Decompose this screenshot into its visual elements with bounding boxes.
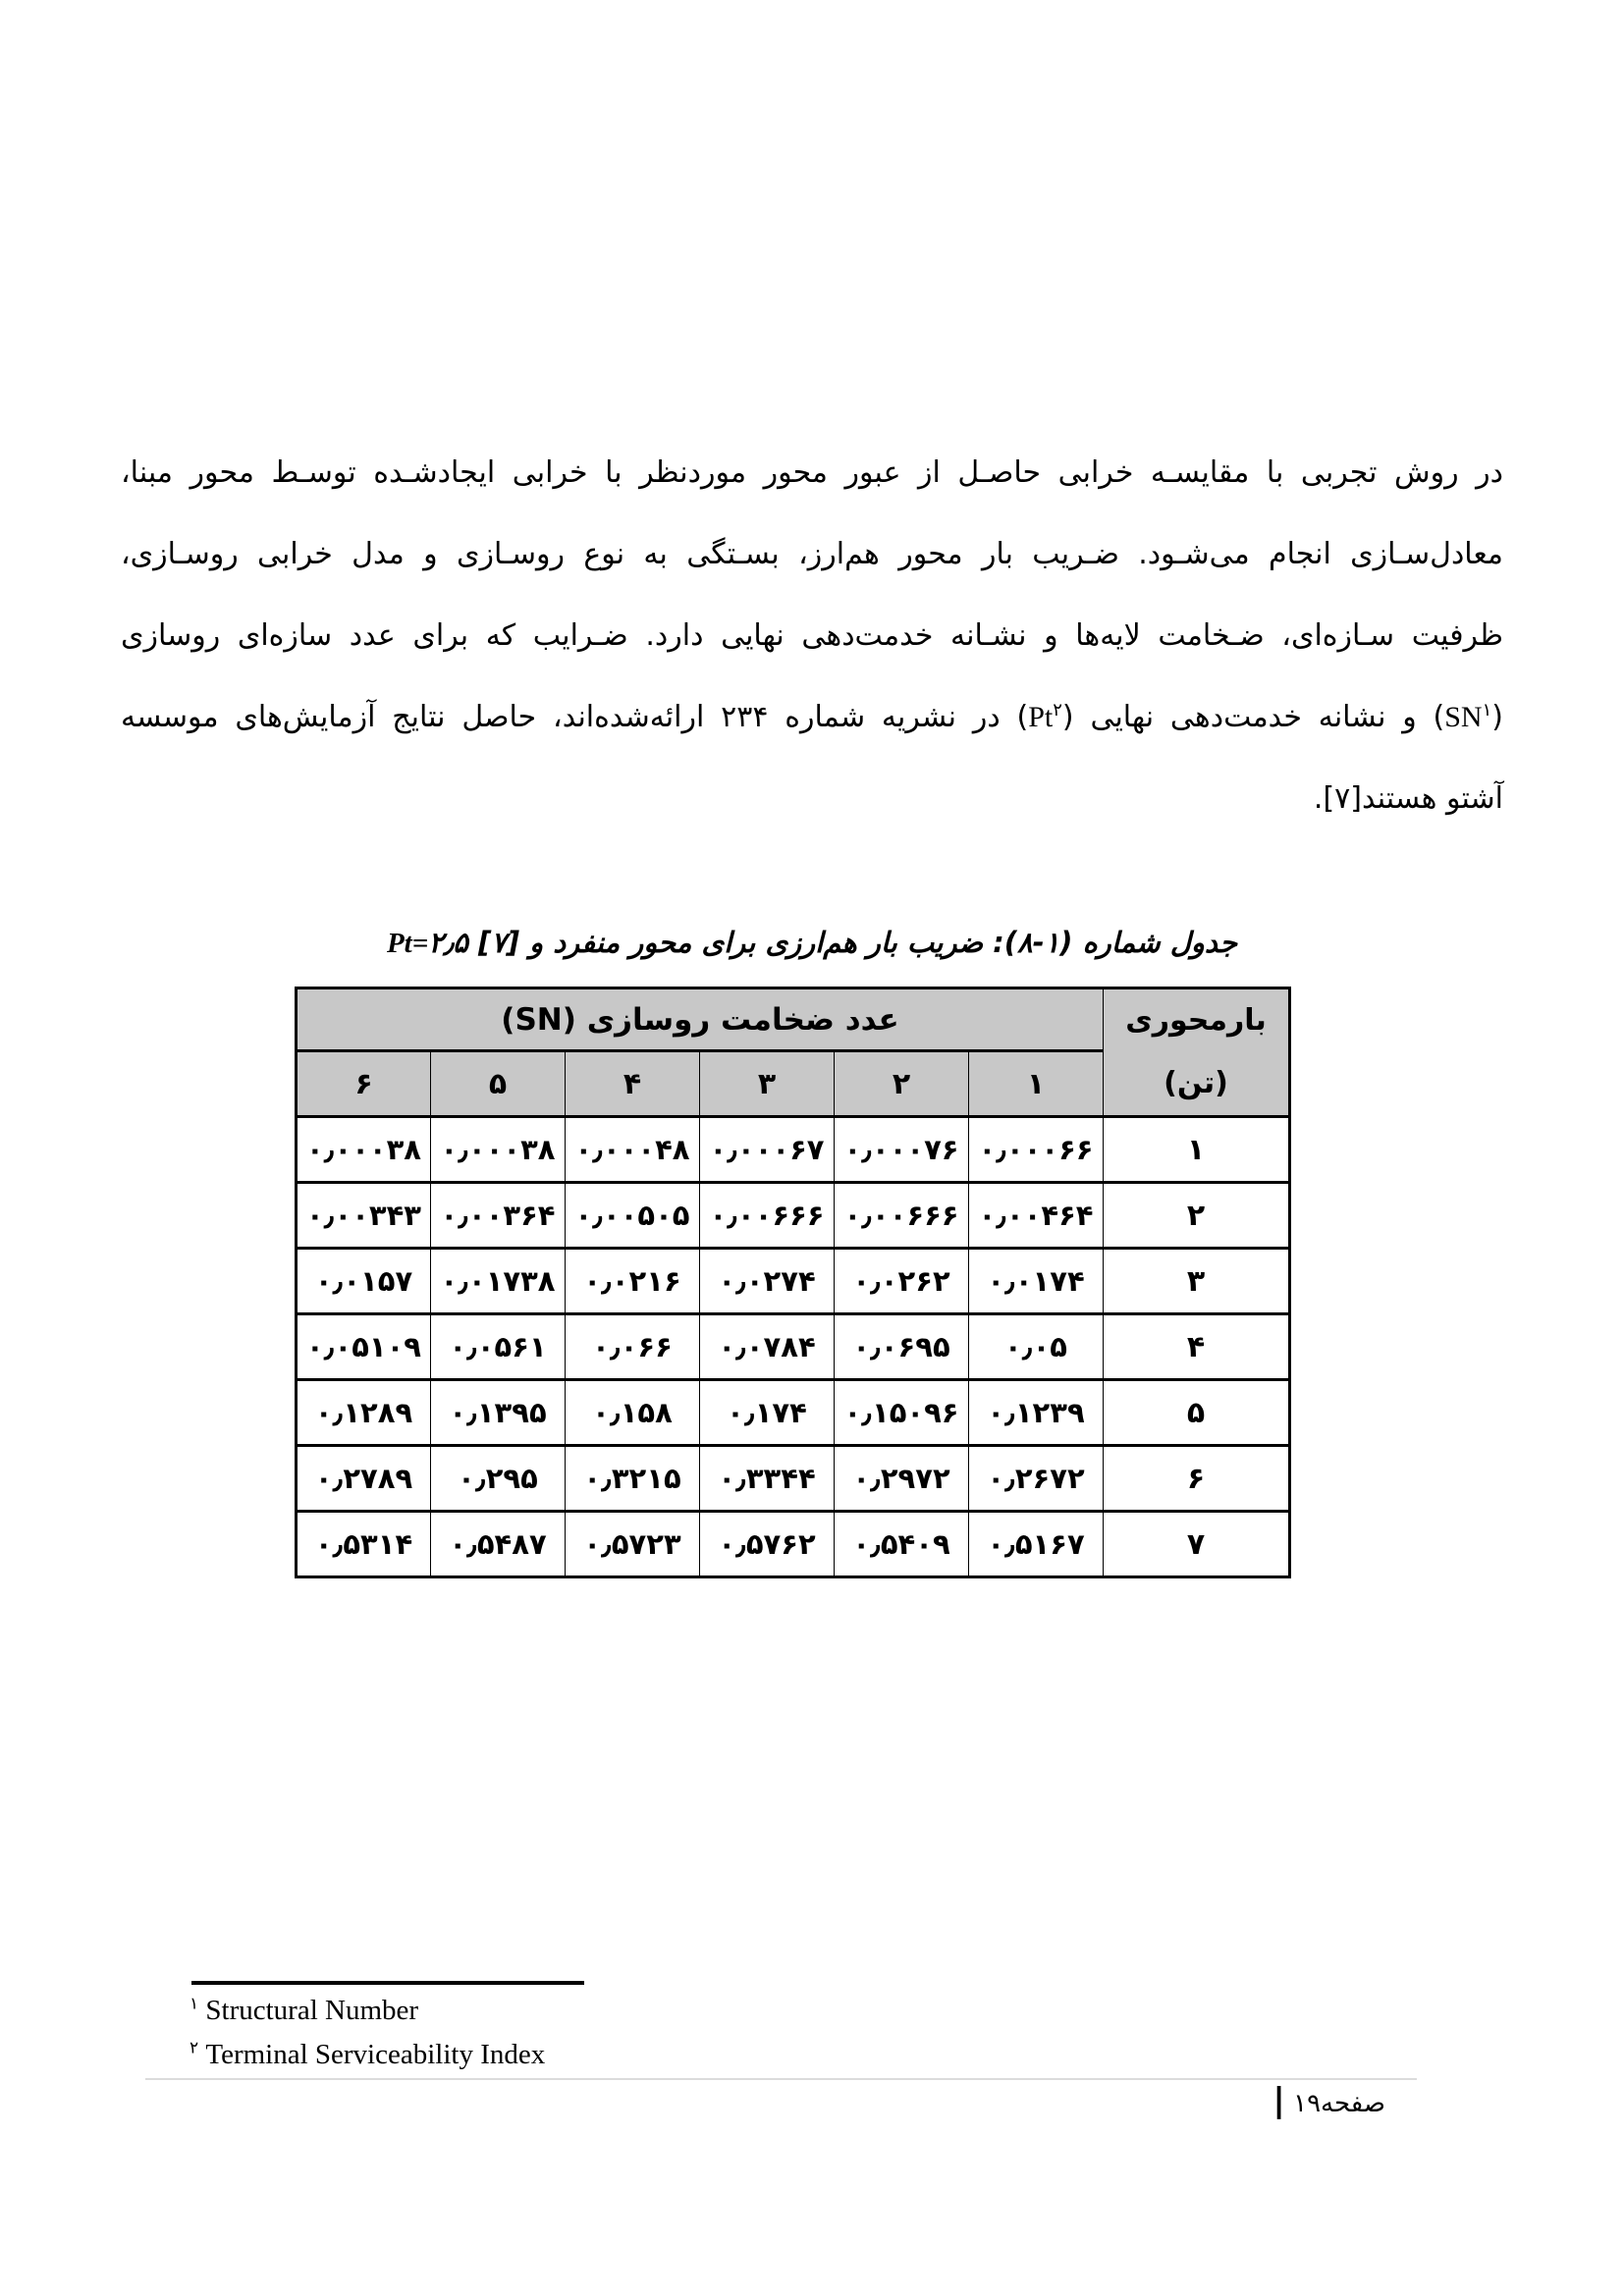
- paragraph-line: [121, 676, 1503, 758]
- equivalency-value-cell: ۰٫۰۱۷۳۸: [431, 1249, 566, 1314]
- equivalency-value-cell: ۰٫۰۰۰۴۸: [566, 1117, 700, 1183]
- text-segment: [1285, 2089, 1293, 2118]
- equivalency-value-cell: ۰٫۱۲۳۹: [969, 1380, 1104, 1446]
- equivalency-value-cell: ۰٫۰۰۵۰۵: [566, 1183, 700, 1249]
- text-segment: معادل‌سـازی انجام می‌شـود. ضـریب بار محور هم‌ارز، بسـتگی به نوع روسـازی و مدل خرابی روسـازی،: [121, 537, 1503, 571]
- equivalency-value-cell: ۰٫۵۴۰۹: [835, 1512, 969, 1577]
- equivalency-value-cell: ۰٫۰۶۹۵: [835, 1314, 969, 1380]
- axle-load-cell: ۱: [1104, 1117, 1290, 1183]
- table-body: [297, 1117, 1290, 1577]
- axle-load-cell: ۶: [1104, 1446, 1290, 1512]
- equivalency-value-cell: ۰٫۰۰۰۷۶: [835, 1117, 969, 1183]
- equivalency-value-cell: ۰٫۵۳۱۴: [297, 1512, 431, 1577]
- sn-column-header-cell: ۱: [969, 1051, 1104, 1117]
- superscript-marker: ۱: [1482, 700, 1492, 721]
- sn-group-header-cell: عدد ضخامت روسازی (SN): [297, 988, 1104, 1051]
- equivalency-value-cell: ۰٫۰۲۷۴: [700, 1249, 835, 1314]
- equivalency-value-cell: ۰٫۱۵۸: [566, 1380, 700, 1446]
- footnote-terminal-serviceability: [189, 2036, 545, 2073]
- equivalency-value-cell: ۰٫۲۹۷۲: [835, 1446, 969, 1512]
- text-segment: Terminal Serviceability Index: [198, 2039, 546, 2070]
- axle-load-header-line1: بارمحوری: [1125, 1003, 1267, 1038]
- superscript-marker: ۱: [189, 1994, 199, 2014]
- equivalency-value-cell: ۰٫۰۰۰۳۸: [431, 1117, 566, 1183]
- axle-load-cell: ۴: [1104, 1314, 1290, 1380]
- text-segment: ) و نشانه خدمت‌دهی نهایی (: [1061, 700, 1445, 734]
- text-segment: در روش تجربی با مقایسـه خرابی حاصـل از عبور محور موردنظر با خرابی ایجادشـده توسـط محور مبنا،: [121, 455, 1503, 490]
- equivalency-value-cell: ۰٫۲۶۷۲: [969, 1446, 1104, 1512]
- table-row: [297, 1380, 1290, 1446]
- equivalency-value-cell: ۰٫۰۱۵۷: [297, 1249, 431, 1314]
- axle-load-cell: ۲: [1104, 1183, 1290, 1249]
- equivalency-value-cell: ۰٫۰۲۱۶: [566, 1249, 700, 1314]
- equivalency-value-cell: ۰٫۰۲۶۲: [835, 1249, 969, 1314]
- equivalency-value-cell: ۰٫۰۷۸۴: [700, 1314, 835, 1380]
- footer-rule: [145, 2078, 1417, 2080]
- paragraph-line: [121, 513, 1503, 595]
- equivalency-table: [295, 987, 1291, 1578]
- text-segment: [۷]: [467, 926, 520, 959]
- equivalency-value-cell: ۰٫۰۱۷۴: [969, 1249, 1104, 1314]
- text-segment: ) در نشریه شماره ۲۳۴ ارائه‌شده‌اند، حاصل نتایج آزمایش‌های موسسه: [121, 700, 1029, 734]
- equivalency-value-cell: ۰٫۰۰۳۴۳: [297, 1183, 431, 1249]
- table-row: [297, 1183, 1290, 1249]
- table-row: [297, 1249, 1290, 1314]
- table-row: [297, 1446, 1290, 1512]
- table-header-row-1: [297, 988, 1290, 1051]
- equivalency-value-cell: ۰٫۲۷۸۹: [297, 1446, 431, 1512]
- equivalency-value-cell: ۰٫۳۳۴۴: [700, 1446, 835, 1512]
- superscript-marker: ۲: [1053, 700, 1062, 721]
- footnote-structural-number: [189, 1992, 418, 2029]
- table-row: [297, 1512, 1290, 1577]
- table-row: [297, 1117, 1290, 1183]
- equivalency-value-cell: ۰٫۰۰۶۶۶: [700, 1183, 835, 1249]
- paragraph-line: [121, 595, 1503, 676]
- text-segment: Pt=۲٫۵: [386, 928, 468, 959]
- paragraph-line: [121, 432, 1503, 513]
- axle-load-cell: ۳: [1104, 1249, 1290, 1314]
- sn-column-header-cell: ۴: [566, 1051, 700, 1117]
- equivalency-value-cell: ۰٫۰۶۶: [566, 1314, 700, 1380]
- equivalency-value-cell: ۰٫۲۹۵: [431, 1446, 566, 1512]
- table-row: [297, 1314, 1290, 1380]
- sn-column-header-cell: ۳: [700, 1051, 835, 1117]
- equivalency-value-cell: ۰٫۰۵۶۱: [431, 1314, 566, 1380]
- text-segment: SN: [1444, 701, 1483, 733]
- equivalency-value-cell: ۰٫۰۰۴۶۴: [969, 1183, 1104, 1249]
- sn-column-header-cell: ۶: [297, 1051, 431, 1117]
- equivalency-value-cell: ۰٫۰۰۰۶۶: [969, 1117, 1104, 1183]
- equivalency-value-cell: ۰٫۰۰۶۶۶: [835, 1183, 969, 1249]
- page-content: [121, 0, 1503, 2296]
- text-segment: Structural Number: [198, 1995, 419, 2026]
- equivalency-value-cell: ۰٫۰۰۳۶۴: [431, 1183, 566, 1249]
- page-footer: [1272, 2081, 1385, 2123]
- equivalency-value-cell: ۰٫۰۰۰۳۸: [297, 1117, 431, 1183]
- sn-column-header-cell: ۵: [431, 1051, 566, 1117]
- equivalency-value-cell: ۰٫۰۵۱۰۹: [297, 1314, 431, 1380]
- text-segment: ظرفیت سـازه‌ای، ضـخامت لایه‌ها و نشـانه خدمت‌دهی نهایی دارد. ضـرایب که برای عدد سازه‌ای روسازی: [121, 618, 1503, 653]
- equivalency-value-cell: ۰٫۵۴۸۷: [431, 1512, 566, 1577]
- text-segment: |: [1272, 2081, 1285, 2120]
- text-segment: جدول شماره (۱-۸): ضریب بار هم‌ارزی برای محور منفرد و: [519, 926, 1238, 959]
- equivalency-value-cell: ۰٫۵۷۲۳: [566, 1512, 700, 1577]
- axle-load-cell: ۵: [1104, 1380, 1290, 1446]
- axle-load-header-line2: (تن): [1164, 1066, 1228, 1100]
- equivalency-value-cell: ۰٫۱۵۰۹۶: [835, 1380, 969, 1446]
- text-segment: آشتو هستند[۷].: [1313, 781, 1503, 816]
- equivalency-value-cell: ۰٫۵۷۶۲: [700, 1512, 835, 1577]
- axle-load-header-cell: [1104, 988, 1290, 1117]
- equivalency-value-cell: ۰٫۵۱۶۷: [969, 1512, 1104, 1577]
- equivalency-value-cell: ۰٫۰۵: [969, 1314, 1104, 1380]
- equivalency-value-cell: ۰٫۱۲۸۹: [297, 1380, 431, 1446]
- equivalency-value-cell: ۰٫۱۷۴: [700, 1380, 835, 1446]
- superscript-marker: ۲: [189, 2038, 199, 2058]
- footnote-separator: [191, 1981, 584, 1985]
- text-segment: صفحه۱۹: [1293, 2089, 1385, 2118]
- sn-column-header-cell: ۲: [835, 1051, 969, 1117]
- text-segment: (: [1491, 700, 1503, 734]
- equivalency-value-cell: ۰٫۰۰۰۶۷: [700, 1117, 835, 1183]
- paragraph-line: [121, 758, 1503, 839]
- table-caption: [121, 921, 1503, 965]
- equivalency-value-cell: ۰٫۳۲۱۵: [566, 1446, 700, 1512]
- equivalency-value-cell: ۰٫۱۳۹۵: [431, 1380, 566, 1446]
- axle-load-cell: ۷: [1104, 1512, 1290, 1577]
- body-paragraph: [121, 432, 1503, 839]
- text-segment: Pt: [1028, 701, 1054, 733]
